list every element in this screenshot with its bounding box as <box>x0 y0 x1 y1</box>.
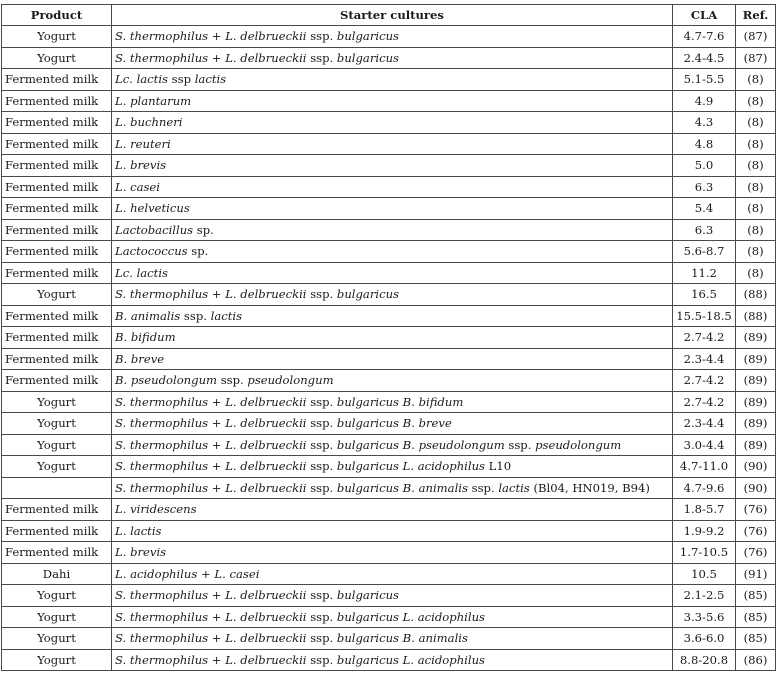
starter-cultures-cell <box>112 155 673 177</box>
cla-value-cell: 10.5 <box>673 563 736 585</box>
cla-value-cell: 2.7-4.2 <box>673 370 736 392</box>
starter-cultures-cell <box>112 241 673 263</box>
culture-name-italic: L. viridescens <box>115 502 197 517</box>
culture-name-italic: bulgaricus <box>336 50 399 65</box>
starter-cultures-cell <box>112 26 673 48</box>
product-cell: Fermented milk <box>2 219 112 241</box>
culture-name-italic: B. pseudolongum <box>115 373 218 388</box>
table-row <box>2 219 776 241</box>
culture-name-italic: B. animalis <box>115 308 181 323</box>
cla-value-cell: 16.5 <box>673 284 736 306</box>
culture-name-italic: lactis <box>210 308 243 323</box>
culture-text: ssp. <box>306 394 337 409</box>
culture-text: + <box>208 588 226 603</box>
culture-text: ssp. <box>306 416 337 431</box>
product-cell: Yogurt <box>2 413 112 435</box>
culture-name-italic: L. delbrueckii <box>225 480 307 495</box>
table-row <box>2 133 776 155</box>
starter-cultures-cell <box>112 542 673 564</box>
culture-text: ssp. <box>306 652 337 667</box>
culture-name-italic: L. plantarum <box>115 93 192 108</box>
culture-name-italic: L. delbrueckii <box>225 631 307 646</box>
culture-text: + <box>208 480 226 495</box>
cla-value-cell: 5.6-8.7 <box>673 241 736 263</box>
product-cell: Fermented milk <box>2 90 112 112</box>
table-row <box>2 284 776 306</box>
culture-name-italic: bulgaricus B. animalis <box>336 480 468 495</box>
culture-name-italic: S. thermophilus <box>115 437 209 452</box>
culture-name-italic: L. brevis <box>115 545 167 560</box>
culture-name-italic: S. thermophilus <box>115 652 209 667</box>
culture-name-italic: S. thermophilus <box>115 609 209 624</box>
reference-cell: (85) <box>736 628 776 650</box>
starter-cultures-cell <box>112 262 673 284</box>
culture-text: ssp. <box>180 308 211 323</box>
cla-value-cell: 6.3 <box>673 219 736 241</box>
cla-value-cell: 2.7-4.2 <box>673 327 736 349</box>
product-cell: Fermented milk <box>2 542 112 564</box>
culture-text: + <box>208 459 226 474</box>
reference-cell: (76) <box>736 520 776 542</box>
table-row <box>2 327 776 349</box>
culture-name-italic: S. thermophilus <box>115 416 209 431</box>
starter-cultures-cell <box>112 112 673 134</box>
cla-table <box>1 4 776 671</box>
reference-cell: (91) <box>736 563 776 585</box>
header-starter-cultures: Starter cultures <box>112 5 673 26</box>
table-row <box>2 176 776 198</box>
table-row <box>2 47 776 69</box>
starter-cultures-cell <box>112 219 673 241</box>
product-cell: Fermented milk <box>2 69 112 91</box>
culture-text: + <box>208 287 226 302</box>
table-row <box>2 155 776 177</box>
cla-value-cell: 1.7-10.5 <box>673 542 736 564</box>
culture-name-italic: L. delbrueckii <box>225 588 307 603</box>
culture-text: ssp. <box>306 287 337 302</box>
table-row <box>2 391 776 413</box>
culture-name-italic: lactis <box>498 480 530 495</box>
culture-name-italic: bulgaricus L. acidophilus <box>336 609 485 624</box>
culture-name-italic: L. delbrueckii <box>225 29 307 44</box>
cla-value-cell: 15.5-18.5 <box>673 305 736 327</box>
culture-text: ssp. <box>306 609 337 624</box>
reference-cell: (8) <box>736 176 776 198</box>
product-cell: Yogurt <box>2 26 112 48</box>
culture-name-italic: pseudolongum <box>535 437 622 452</box>
culture-text: sp. <box>193 222 214 237</box>
starter-cultures-cell <box>112 477 673 499</box>
reference-cell: (8) <box>736 241 776 263</box>
starter-cultures-cell <box>112 499 673 521</box>
culture-name-italic: L. delbrueckii <box>225 437 307 452</box>
starter-cultures-cell <box>112 284 673 306</box>
culture-text: (Bl04, HN019, B94) <box>529 480 650 495</box>
culture-name-italic: L. delbrueckii <box>225 416 307 431</box>
reference-cell: (87) <box>736 47 776 69</box>
reference-cell: (87) <box>736 26 776 48</box>
cla-value-cell: 4.7-7.6 <box>673 26 736 48</box>
culture-text: ssp. <box>306 480 337 495</box>
header-row <box>2 5 776 26</box>
table-row <box>2 26 776 48</box>
cla-value-cell: 2.7-4.2 <box>673 391 736 413</box>
culture-name-italic: L. buchneri <box>115 115 183 130</box>
table-row <box>2 585 776 607</box>
culture-name-italic: S. thermophilus <box>115 631 209 646</box>
culture-name-italic: S. thermophilus <box>115 480 209 495</box>
product-cell: Fermented milk <box>2 112 112 134</box>
reference-cell: (8) <box>736 155 776 177</box>
starter-cultures-cell <box>112 47 673 69</box>
table-row <box>2 628 776 650</box>
reference-cell: (76) <box>736 499 776 521</box>
cla-value-cell: 4.7-9.6 <box>673 477 736 499</box>
product-cell: Fermented milk <box>2 370 112 392</box>
starter-cultures-cell <box>112 305 673 327</box>
starter-cultures-cell <box>112 434 673 456</box>
table-row <box>2 241 776 263</box>
reference-cell: (8) <box>736 112 776 134</box>
cla-value-cell: 5.4 <box>673 198 736 220</box>
culture-name-italic: lactis <box>194 72 227 87</box>
starter-cultures-cell <box>112 585 673 607</box>
product-cell: Yogurt <box>2 456 112 478</box>
cla-value-cell: 4.9 <box>673 90 736 112</box>
culture-name-italic: bulgaricus L. acidophilus <box>336 459 485 474</box>
culture-name-italic: L. acidophilus <box>115 566 198 581</box>
culture-text: L10 <box>485 459 512 474</box>
culture-text: + <box>208 29 226 44</box>
reference-cell: (88) <box>736 284 776 306</box>
reference-cell: (89) <box>736 370 776 392</box>
starter-cultures-cell <box>112 649 673 671</box>
cla-value-cell: 1.9-9.2 <box>673 520 736 542</box>
reference-cell: (8) <box>736 219 776 241</box>
starter-cultures-cell <box>112 606 673 628</box>
culture-name-italic: bulgaricus B. breve <box>336 416 452 431</box>
culture-text: ssp. <box>306 437 337 452</box>
cla-value-cell: 2.1-2.5 <box>673 585 736 607</box>
reference-cell: (90) <box>736 456 776 478</box>
table-row <box>2 413 776 435</box>
cla-value-cell: 2.3-4.4 <box>673 348 736 370</box>
table-row <box>2 69 776 91</box>
culture-text: ssp. <box>306 459 337 474</box>
product-cell: Yogurt <box>2 434 112 456</box>
reference-cell: (89) <box>736 413 776 435</box>
culture-name-italic: bulgaricus B. bifidum <box>336 394 464 409</box>
culture-name-italic: Lactobacillus <box>115 222 194 237</box>
culture-text: + <box>208 416 226 431</box>
table-row <box>2 520 776 542</box>
reference-cell: (89) <box>736 327 776 349</box>
culture-text: ssp. <box>306 631 337 646</box>
header-ref: Ref. <box>736 5 776 26</box>
culture-name-italic: S. thermophilus <box>115 394 209 409</box>
culture-name-italic: L. delbrueckii <box>225 394 307 409</box>
product-cell: Yogurt <box>2 628 112 650</box>
table-row <box>2 434 776 456</box>
culture-name-italic: S. thermophilus <box>115 588 209 603</box>
reference-cell: (89) <box>736 434 776 456</box>
product-cell: Fermented milk <box>2 198 112 220</box>
reference-cell: (86) <box>736 649 776 671</box>
culture-name-italic: bulgaricus B. pseudolongum <box>336 437 505 452</box>
culture-text: ssp. <box>217 373 248 388</box>
culture-name-italic: L. casei <box>214 566 260 581</box>
table-row <box>2 305 776 327</box>
product-cell: Fermented milk <box>2 327 112 349</box>
culture-name-italic: L. delbrueckii <box>225 652 307 667</box>
culture-name-italic: S. thermophilus <box>115 459 209 474</box>
cla-value-cell: 3.6-6.0 <box>673 628 736 650</box>
culture-text: + <box>208 609 226 624</box>
reference-cell: (8) <box>736 262 776 284</box>
product-cell: Yogurt <box>2 391 112 413</box>
culture-name-italic: B. bifidum <box>115 330 176 345</box>
table-row <box>2 262 776 284</box>
product-cell <box>2 477 112 499</box>
culture-name-italic: Lc. lactis <box>115 72 168 87</box>
culture-name-italic: Lactococcus <box>115 244 188 259</box>
table-row <box>2 348 776 370</box>
product-cell: Yogurt <box>2 47 112 69</box>
header-cla: CLA <box>673 5 736 26</box>
starter-cultures-cell <box>112 198 673 220</box>
culture-name-italic: bulgaricus <box>336 287 399 302</box>
culture-name-italic: L. casei <box>115 179 160 194</box>
table-body <box>2 26 776 671</box>
product-cell: Fermented milk <box>2 520 112 542</box>
culture-name-italic: L. lactis <box>115 523 162 538</box>
culture-name-italic: B. breve <box>115 351 165 366</box>
starter-cultures-cell <box>112 176 673 198</box>
culture-text: + <box>208 631 226 646</box>
table-row <box>2 456 776 478</box>
culture-name-italic: L. brevis <box>115 158 167 173</box>
starter-cultures-cell <box>112 90 673 112</box>
reference-cell: (89) <box>736 348 776 370</box>
reference-cell: (8) <box>736 198 776 220</box>
culture-name-italic: S. thermophilus <box>115 50 209 65</box>
reference-cell: (85) <box>736 606 776 628</box>
reference-cell: (76) <box>736 542 776 564</box>
starter-cultures-cell <box>112 327 673 349</box>
culture-text: ssp. <box>306 50 337 65</box>
cla-value-cell: 3.3-5.6 <box>673 606 736 628</box>
starter-cultures-cell <box>112 520 673 542</box>
cla-value-cell: 3.0-4.4 <box>673 434 736 456</box>
cla-value-cell: 5.0 <box>673 155 736 177</box>
culture-text: ssp. <box>306 29 337 44</box>
culture-text: ssp. <box>504 437 536 452</box>
starter-cultures-cell <box>112 69 673 91</box>
culture-name-italic: bulgaricus L. acidophilus <box>336 652 485 667</box>
cla-value-cell: 8.8-20.8 <box>673 649 736 671</box>
table-row <box>2 90 776 112</box>
cla-value-cell: 1.8-5.7 <box>673 499 736 521</box>
culture-name-italic: L. delbrueckii <box>225 287 307 302</box>
culture-name-italic: pseudolongum <box>247 373 334 388</box>
culture-text: ssp. <box>467 480 499 495</box>
starter-cultures-cell <box>112 563 673 585</box>
culture-text: + <box>208 50 226 65</box>
starter-cultures-cell <box>112 628 673 650</box>
product-cell: Fermented milk <box>2 348 112 370</box>
starter-cultures-cell <box>112 133 673 155</box>
cla-value-cell: 11.2 <box>673 262 736 284</box>
culture-name-italic: L. helveticus <box>115 201 190 216</box>
reference-cell: (89) <box>736 391 776 413</box>
culture-text: + <box>208 437 226 452</box>
product-cell: Fermented milk <box>2 262 112 284</box>
product-cell: Yogurt <box>2 606 112 628</box>
cla-value-cell: 4.3 <box>673 112 736 134</box>
culture-name-italic: S. thermophilus <box>115 287 209 302</box>
cla-value-cell: 2.4-4.5 <box>673 47 736 69</box>
culture-name-italic: Lc. lactis <box>115 265 168 280</box>
table-header <box>2 5 776 26</box>
starter-cultures-cell <box>112 413 673 435</box>
product-cell: Yogurt <box>2 585 112 607</box>
product-cell: Fermented milk <box>2 305 112 327</box>
product-cell: Fermented milk <box>2 499 112 521</box>
culture-text: ssp. <box>306 588 337 603</box>
product-cell: Fermented milk <box>2 176 112 198</box>
table-row <box>2 112 776 134</box>
table-row <box>2 499 776 521</box>
product-cell: Dahi <box>2 563 112 585</box>
culture-name-italic: S. thermophilus <box>115 29 209 44</box>
cla-value-cell: 4.7-11.0 <box>673 456 736 478</box>
product-cell: Fermented milk <box>2 133 112 155</box>
table-row <box>2 198 776 220</box>
starter-cultures-cell <box>112 348 673 370</box>
reference-cell: (90) <box>736 477 776 499</box>
reference-cell: (85) <box>736 585 776 607</box>
reference-cell: (8) <box>736 133 776 155</box>
reference-cell: (8) <box>736 90 776 112</box>
starter-cultures-cell <box>112 391 673 413</box>
culture-name-italic: L. reuteri <box>115 136 171 151</box>
culture-name-italic: L. delbrueckii <box>225 609 307 624</box>
table-row <box>2 563 776 585</box>
culture-name-italic: bulgaricus <box>336 29 399 44</box>
cla-value-cell: 6.3 <box>673 176 736 198</box>
culture-name-italic: bulgaricus <box>336 588 399 603</box>
product-cell: Fermented milk <box>2 155 112 177</box>
cla-value-cell: 2.3-4.4 <box>673 413 736 435</box>
product-cell: Fermented milk <box>2 241 112 263</box>
culture-name-italic: L. delbrueckii <box>225 50 307 65</box>
starter-cultures-cell <box>112 456 673 478</box>
starter-cultures-cell <box>112 370 673 392</box>
culture-text: + <box>197 566 215 581</box>
table-row <box>2 542 776 564</box>
reference-cell: (8) <box>736 69 776 91</box>
product-cell: Yogurt <box>2 649 112 671</box>
culture-name-italic: bulgaricus B. animalis <box>336 631 468 646</box>
table-row <box>2 606 776 628</box>
reference-cell: (88) <box>736 305 776 327</box>
table-row <box>2 649 776 671</box>
product-cell: Yogurt <box>2 284 112 306</box>
cla-value-cell: 4.8 <box>673 133 736 155</box>
table-row <box>2 477 776 499</box>
culture-text: sp. <box>187 244 209 259</box>
cla-value-cell: 5.1-5.5 <box>673 69 736 91</box>
header-product: Product <box>2 5 112 26</box>
culture-text: + <box>208 394 226 409</box>
table-row <box>2 370 776 392</box>
culture-text: + <box>208 652 226 667</box>
culture-text: ssp <box>168 72 195 87</box>
culture-name-italic: L. delbrueckii <box>225 459 307 474</box>
